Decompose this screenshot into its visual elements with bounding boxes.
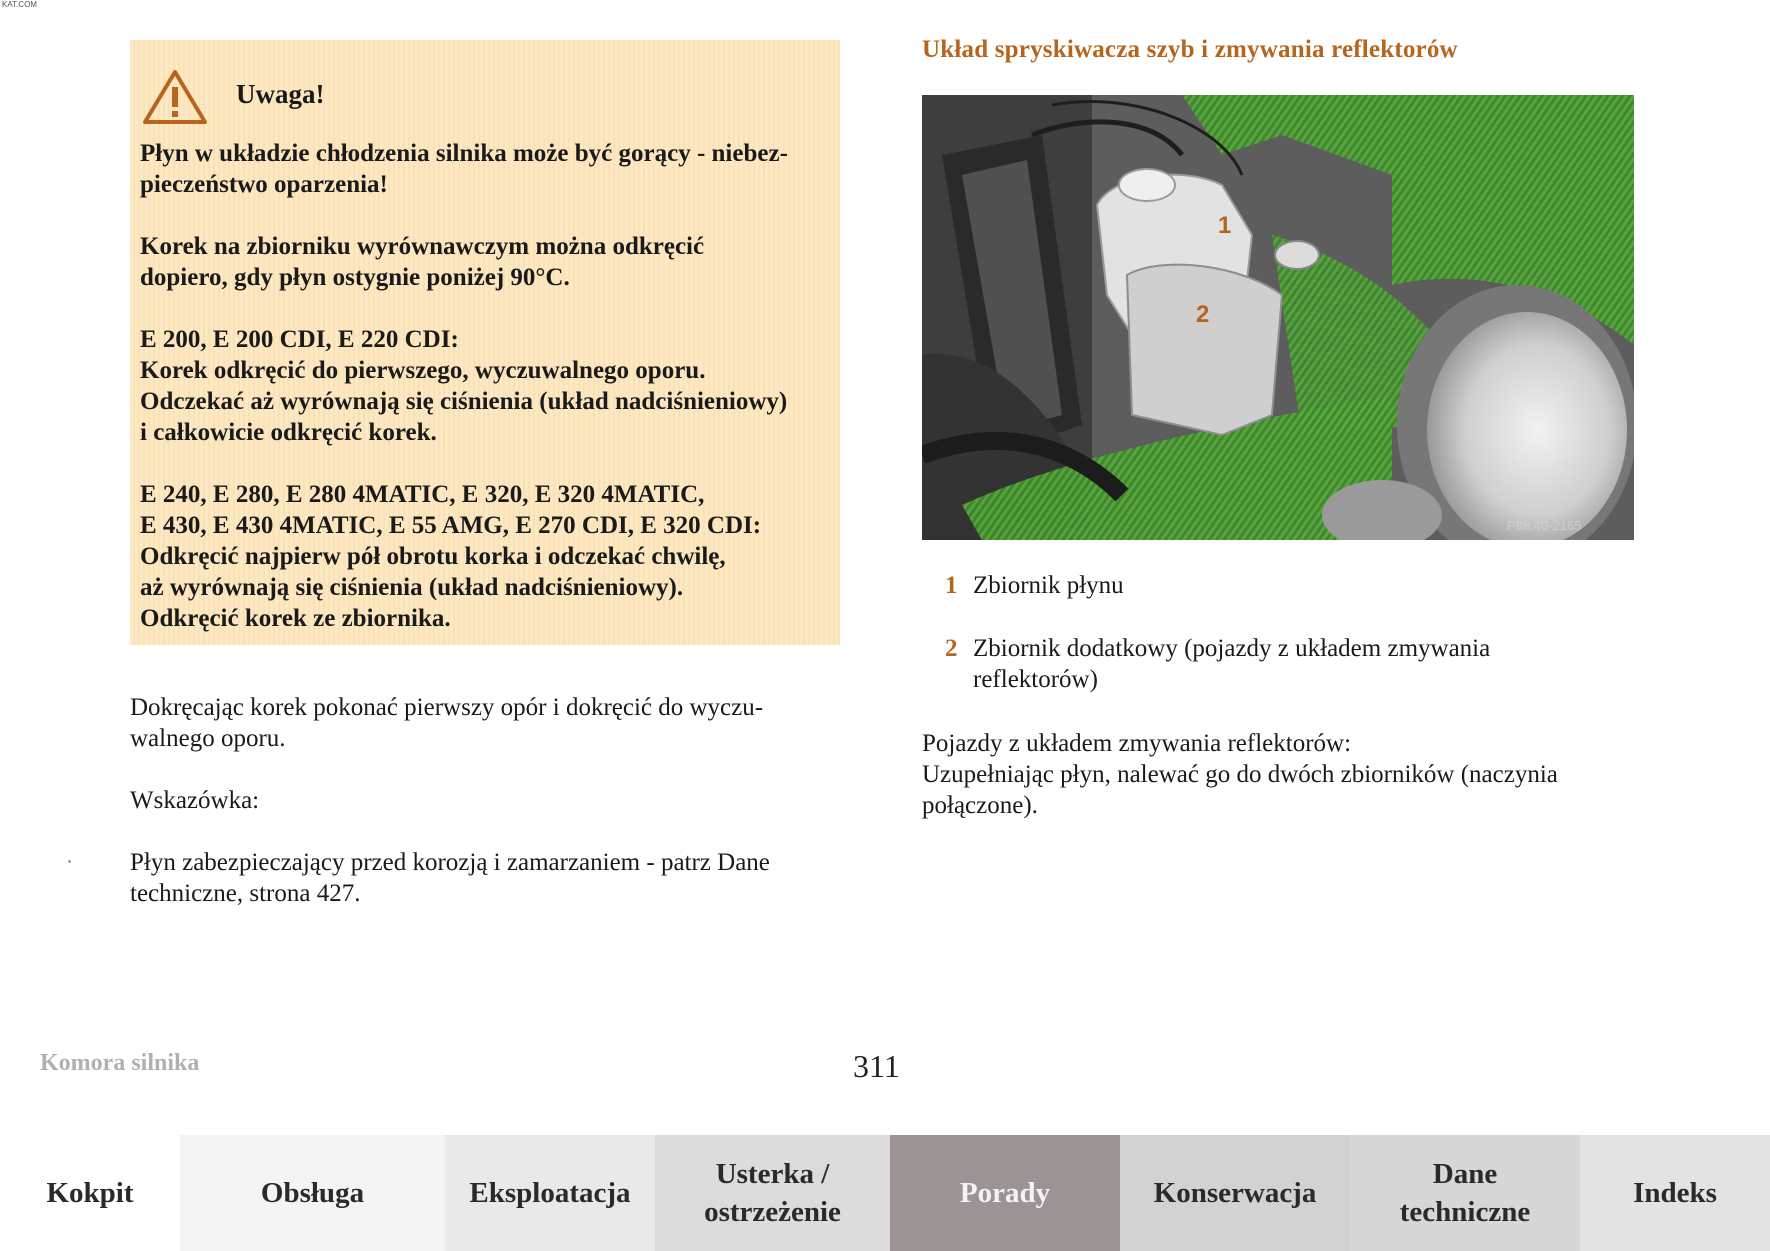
warning-header <box>140 62 840 132</box>
warning-paragraph-e200: E 200, E 200 CDI, E 220 CDI: Korek odkręcić do pierwszego, wyczuwalnego oporu. Odczekać aż wyrównają się ciśnienia (układ nadciśnieniowy) i całkowicie odkręcić korek. <box>140 326 788 446</box>
left-body-text <box>130 692 850 909</box>
hint-label: Wskazówka: <box>130 787 260 814</box>
tab-usterka-ostrzezenie[interactable]: Usterka / ostrzeżenie <box>655 1135 890 1251</box>
tab-indeks[interactable]: Indeks <box>1580 1135 1770 1251</box>
left-body-p3: Płyn zabezpieczający przed korozją i zamarzaniem - patrz Dane techniczne, strona 427. <box>130 849 770 907</box>
right-body-text <box>922 728 1652 821</box>
warning-title: Uwaga! <box>236 78 325 109</box>
watermark: KAT.COM <box>2 0 37 9</box>
photo-legend <box>945 570 1645 695</box>
right-body-paragraph: Pojazdy z układem zmywania reflektorów: Uzupełniając płyn, nalewać go do dwóch zbiorników (naczynia połączone). <box>922 730 1558 819</box>
engine-bay-photo <box>922 95 1634 540</box>
legend-number: 2 <box>945 635 958 662</box>
photo-code: P88.40-2165 <box>1507 518 1582 533</box>
stray-dot <box>68 860 71 863</box>
photo-callout-2: 2 <box>1196 301 1210 328</box>
warning-paragraph-cap: Korek na zbiorniku wyrównawczym można odkręcić dopiero, gdy płyn ostygnie poniżej 90°C. <box>140 233 705 291</box>
left-body-p1: Dokręcając korek pokonać pierwszy opór i dokręcić do wyczu- walnego oporu. <box>130 694 764 752</box>
tab-eksploatacja[interactable]: Eksploatacja <box>445 1135 655 1251</box>
photo-callout-1: 1 <box>1218 212 1232 239</box>
section-title: Układ spryskiwacza szyb i zmywania reflektorów <box>922 36 1458 63</box>
legend-text: Zbiornik dodatkowy (pojazdy z układem zmywania reflektorów) <box>973 635 1491 693</box>
tab-konserwacja[interactable]: Konserwacja <box>1120 1135 1350 1251</box>
legend-number: 1 <box>945 572 958 599</box>
page-number: 311 <box>853 1048 900 1084</box>
warning-paragraph-hot: Płyn w układzie chłodzenia silnika może być gorący - niebez- pieczeństwo oparzenia! <box>140 140 788 198</box>
chapter-nav <box>0 1135 1770 1251</box>
tab-kokpit[interactable]: Kokpit <box>0 1135 180 1251</box>
warning-triangle-icon <box>142 69 208 125</box>
warning-box <box>130 40 840 645</box>
legend-item <box>945 570 1645 601</box>
legend-text: Zbiornik płynu <box>973 572 1124 599</box>
tab-dane-techniczne[interactable]: Dane techniczne <box>1350 1135 1580 1251</box>
section-name: Komora silnika <box>40 1050 200 1076</box>
legend-item <box>945 633 1645 695</box>
warning-paragraph-e240: E 240, E 280, E 280 4MATIC, E 320, E 320 4MATIC, E 430, E 430 4MATIC, E 55 AMG, E 270 CDI, E 320 CDI: Odkręcić najpierw pół obrotu korka i odczekać chwilę, aż wyrównają się ciśnienia (układ nadciśnieniowy). Odkręcić korek ze zbiornika. <box>140 481 762 632</box>
tab-porady[interactable]: Porady <box>890 1135 1120 1251</box>
tab-obsluga[interactable]: Obsługa <box>180 1135 445 1251</box>
